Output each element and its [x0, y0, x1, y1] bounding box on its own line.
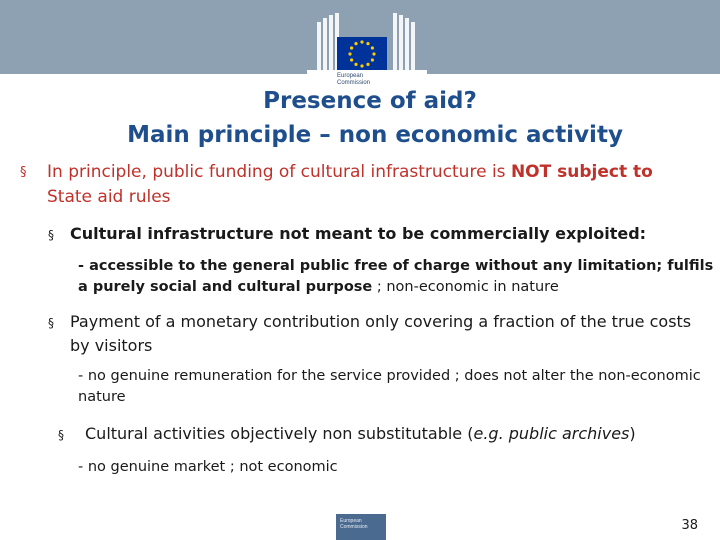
point-text: Payment of a monetary contribution only covering a fraction of the true costs by visitors [70, 312, 692, 355]
bullet-icon: § [48, 316, 54, 330]
main-point-emphasis: NOT subject to [510, 162, 653, 182]
sub-point-public-access [78, 256, 718, 298]
sub-point-remuneration: - no genuine remuneration for the service provided ; does not alter the non-economic nature [78, 368, 701, 405]
main-point-text: In principle, public funding of cultural infrastructure is [47, 162, 511, 182]
sub-point-no-market: - no genuine market ; not economic [78, 459, 338, 475]
bullet-icon: § [20, 165, 27, 180]
footer-logo-text: European Commission [340, 518, 368, 530]
page-number: 38 [681, 518, 698, 533]
point-text-close: ) [629, 424, 636, 443]
sub-point-plain: ; non-economic in nature [372, 279, 559, 295]
main-point-text-line2: State aid rules [47, 187, 171, 207]
slide-title-line2: Main principle – non economic activity [127, 122, 623, 148]
point-text: Cultural infrastructure not meant to be commercially exploited: [70, 224, 647, 243]
bullet-icon: § [58, 428, 64, 442]
logo-text: European Commission [337, 73, 371, 86]
sub-point-bold: - accessible to the general public free of charge without any limitation; fulfils a purely social and cultural purpose [78, 258, 714, 295]
bullet-icon: § [48, 228, 54, 242]
point-example: e.g. public archives [473, 424, 630, 443]
slide-title-line1: Presence of aid? [263, 88, 477, 114]
footer-logo [336, 514, 386, 540]
point-text: Cultural activities objectively non substitutable ( [85, 424, 474, 443]
